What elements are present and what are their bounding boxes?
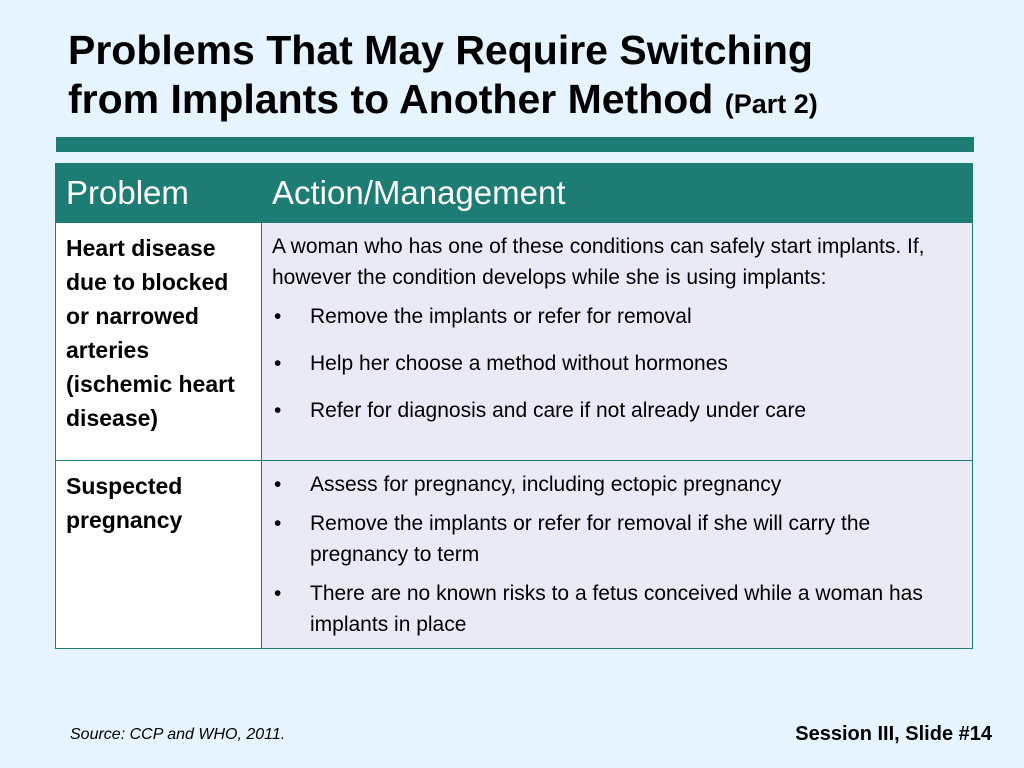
problem-cell: Suspected pregnancy (56, 461, 262, 649)
list-item: • Assess for pregnancy, including ectopic pregnancy (272, 469, 962, 500)
table-header-row (56, 164, 973, 223)
action-intro-text: A woman who has one of these conditions can safely start implants. If, however the condition develops while she is using implants: (272, 235, 925, 289)
title-line-2 (68, 75, 1008, 129)
title-divider-bar (56, 137, 974, 152)
action-cell (262, 461, 973, 649)
action-bullet-list (272, 469, 962, 640)
list-item: • Remove the implants or refer for removal if she will carry the pregnancy to term (272, 508, 962, 570)
action-cell (262, 223, 973, 461)
list-item: • Help her choose a method without hormones (272, 348, 962, 379)
header-problem: Problem (56, 164, 262, 223)
action-bullet-list (272, 301, 962, 426)
slide-number: Session III, Slide #14 (795, 723, 992, 745)
list-item: • Remove the implants or refer for removal (272, 301, 962, 332)
slide-title (68, 26, 1008, 129)
table-row (56, 223, 973, 461)
title-line-2-text: from Implants to Another Method (68, 76, 714, 122)
list-item: • Refer for diagnosis and care if not already under care (272, 395, 962, 426)
list-item: • There are no known risks to a fetus conceived while a woman has implants in place (272, 578, 962, 640)
problems-table (55, 163, 973, 649)
title-line-1: Problems That May Require Switching (68, 27, 813, 73)
source-citation: Source: CCP and WHO, 2011. (70, 726, 286, 743)
table-row (56, 461, 973, 649)
title-part: (Part 2) (724, 89, 818, 119)
problem-cell: Heart disease due to blocked or narrowed arteries (ischemic heart disease) (56, 223, 262, 461)
header-action-management: Action/Management (262, 164, 973, 223)
